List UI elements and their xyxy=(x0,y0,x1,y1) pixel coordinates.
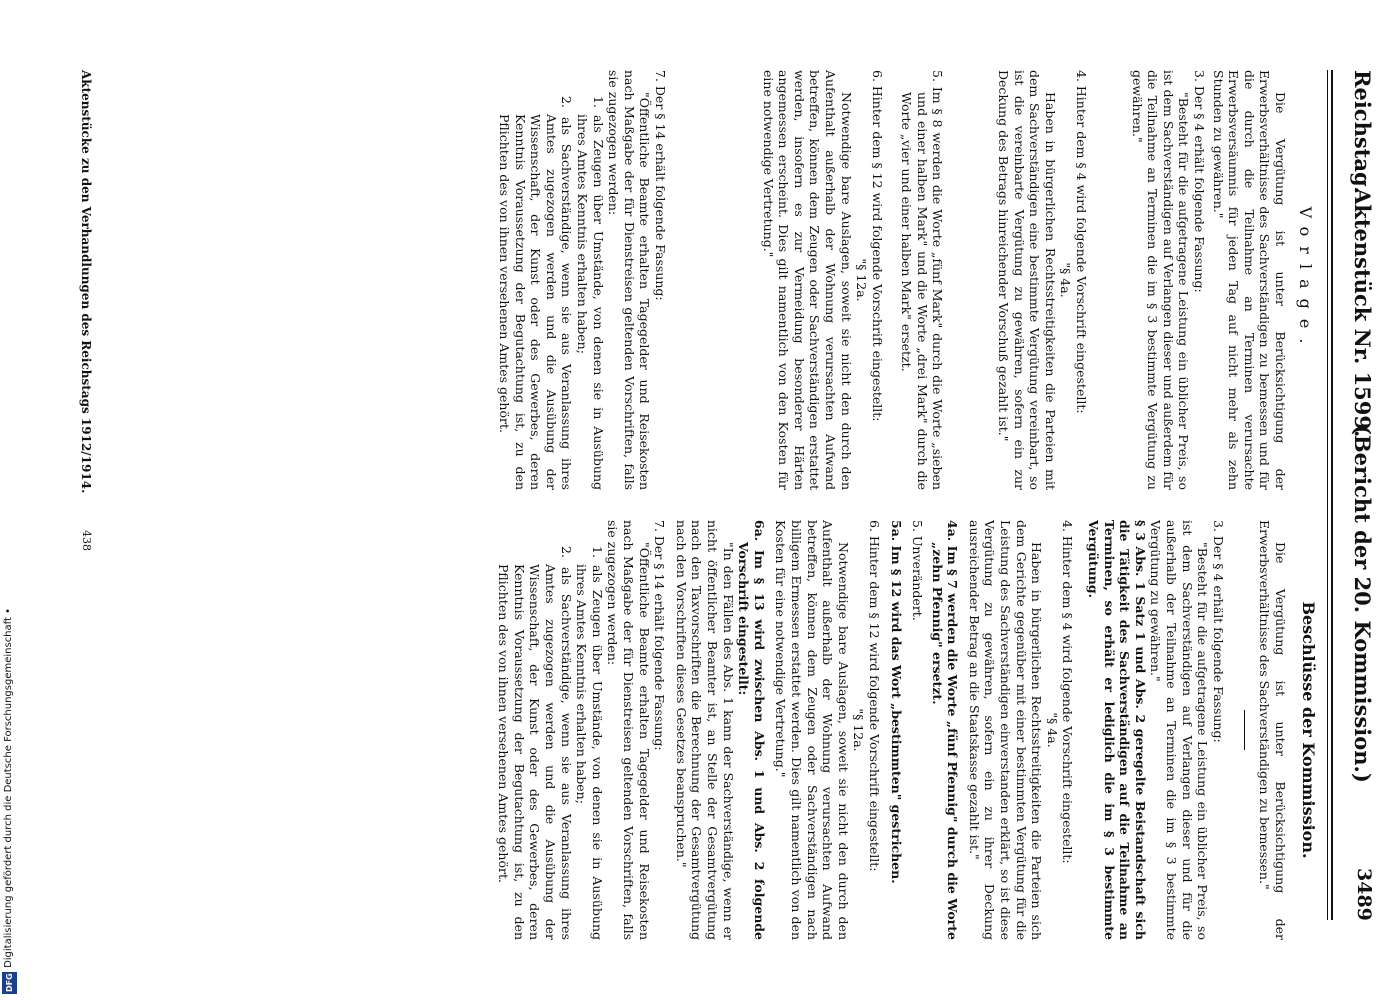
left-item6-body: Notwendige bare Auslagen, soweit sie nicht den durch den Aufenthalt außerhalb der Wohnung verursachten Aufwand betreffen, können dem Zeugen oder Sachverständigen erstattet werden, insofern es zur Vermeidung besonderer Härten angemessen erscheint. Dies gilt namentlich von den Kosten für eine notwendige Vertretung." xyxy=(760,70,854,490)
left-item7-intro: "Öffentliche Beamte erhalten Tagegelder und Reisekosten nach Maßgabe der für Dienstreisen geltenden Vorschriften, falls sie zugezogen werden: xyxy=(606,70,653,490)
header-bericht: (Bericht der 20. Kommission.) xyxy=(1350,425,1375,783)
right-item3-head: 3. Der § 4 erhält folgende Fassung: xyxy=(1210,520,1226,743)
left-footer: Aktenstücke zu den Verhandlungen des Reichstags 1912/1914. xyxy=(79,70,93,494)
right-item4a: 4a. Im § 7 werden die Worte „fünf Pfennig" durch die Worte „zehn Pfennig" ersetzt. xyxy=(929,520,961,940)
left-intro: Die Vergütung ist unter Berücksichtigung der Erwerbsverhältnisse des Sachverständigen zu bemessen und für die durch die Teilnahme an Terminen verursachte Erwerbsversäumnis für jeden Tag auf nicht mehr als zehn Stunden zu gewähren." xyxy=(1210,70,1288,490)
right-item6-body: Notwendige bare Auslagen, soweit sie nicht den durch den Aufenthalt außerhalb der Wohnung verursachten Aufwand betreffen, können dem Zeugen oder Sachverständigen nach billigem Ermessen erstattet werden. Dies gilt namentlich von den Kosten für eine notwendige Vertretung." xyxy=(773,520,851,940)
right-column xyxy=(496,520,1288,940)
right-item5a: 5a. Im § 12 wird das Wort „bestimmten" gestrichen. xyxy=(888,520,904,884)
left-item4-body: Haben in bürgerlichen Rechtsstreitigkeiten die Parteien mit dem Sachverständigen eine bestimmte Vergütung vereinbart, so ist die vereinbarte Vergütung zu gewähren, sofern ein zur Deckung des Betrags hinreichender Vorschuß gezahlt ist." xyxy=(996,70,1058,490)
right-item3-bold: § 3 Abs. 1 Satz 1 und Abs. 2 geregelte Beistandschaft sich die Tätigkeit des Sachverständigen auf die Teilnahme an Terminen, so erhält er lediglich die im § 3 bestimmte Vergütung. xyxy=(1086,520,1148,940)
left-item7-2: 2. als Sachverständige, wenn sie aus Veranlassung ihres Amtes zugezogen werden und die Ausübung der Wissenschaft, der Kunst oder des Gewerbes, deren Kenntnis Voraussetzung der Begutachtung ist, zu den Pflichten des von ihnen versehenen Amtes gehört. xyxy=(497,96,575,490)
bottom-page-number: 438 xyxy=(80,530,93,551)
left-item4-paragraph: "§ 4a. xyxy=(1058,262,1074,298)
right-item7-2: 2. als Sachverständige, wenn sie aus Veranlassung ihres Amtes zugezogen werden und die Ausübung der Wissenschaft, der Kunst oder des Gewerbes, deren Kenntnis Voraussetzung der Begutachtung ist, zu den Pflichten des von ihnen versehenen Amtes gehört. xyxy=(496,546,574,940)
right-item3-body: "Besteht für die aufgetragene Leistung ein üblicher Preis, so ist dem Sachverständigen auf Verlangen dieser und für die außerhalb der Teilnahme an Terminen die im § 3 bestimmte Vergütung zu gewähren." xyxy=(1148,520,1211,940)
left-item6-head: 6. Hinter dem § 12 wird folgende Vorschrift eingestellt: xyxy=(869,70,885,422)
left-item4-head: 4. Hinter dem § 4 wird folgende Vorschrift eingestellt: xyxy=(1074,70,1090,414)
right-item5: 5. Unverändert. xyxy=(910,520,926,621)
page-number: 3489 xyxy=(1353,868,1375,921)
header-rule-thin xyxy=(1327,70,1328,920)
dfg-side-note xyxy=(0,0,20,1000)
right-item6-head: 6. Hinter dem § 12 wird folgende Vorschrift eingestellt: xyxy=(866,520,882,872)
header-aktenstueck: Aktenstück Nr. 1599. xyxy=(1350,188,1375,438)
left-item7-head: 7. Der § 14 erhält folgende Fassung: xyxy=(652,70,668,301)
right-short-rule xyxy=(1244,710,1245,750)
right-column-title: Beschlüsse der Kommission. xyxy=(1299,601,1318,859)
left-column xyxy=(496,70,1288,490)
right-item4-body: Haben in bürgerlichen Rechtsstreitigkeiten die Parteien sich dem Gerichte gegenüber mit einer bestimmten Vergütung für die Leistung des Sachverständigen einverstanden erklärt, so ist diese Vergütung zu gewähren, sofern ein zu ihrer Deckung ausreichender Betrag an die Staatskasse gezahlt ist." xyxy=(966,520,1045,940)
left-column-title: Vorlage. xyxy=(1296,206,1315,354)
left-item3-head: 3. Der § 4 erhält folgende Fassung: xyxy=(1192,70,1208,293)
right-item7-head: 7. Der § 14 erhält folgende Fassung: xyxy=(652,520,668,751)
header-reichstag: Reichstag. xyxy=(1350,70,1375,194)
left-item6-paragraph: "§ 12a. xyxy=(854,258,870,302)
left-item3-body: "Besteht für die aufgetragene Leistung ein üblicher Preis, so ist dem Sachverständigen auf Verlangen dieser und außerdem für die Teilnahme an Terminen die im § 3 bestimmte Vergütung zu gewähren." xyxy=(1129,70,1192,490)
left-item7-1: 1. als Zeugen über Umstände, von denen sie in Ausübung ihres Amtes Kenntnis erhalten haben; xyxy=(575,96,606,490)
right-item4-head: 4. Hinter dem § 4 wird folgende Vorschrift eingestellt: xyxy=(1060,520,1076,864)
header-rule xyxy=(1331,70,1333,920)
right-intro: Die Vergütung ist unter Berücksichtigung der Erwerbsverhältnisse des Sachverständigen zu bemessen." xyxy=(1257,520,1288,940)
right-item4-paragraph: "§ 4a. xyxy=(1044,712,1060,748)
right-item6a-body: "In den Fällen des Abs. 1 kann der Sachverständige, wenn er nicht öffentlicher Beamter ist, an Stelle der Gesamtvergütung nach den Taxvorschriften die Berechnung der Gesamtvergütung nach den Vorschriften dieses Gesetzes beanspruchen." xyxy=(673,520,736,940)
right-item7-intro: "Öffentliche Beamte erhalten Tagegelder und Reisekosten nach Maßgabe der für Dienstreisen geltenden Vorschriften, falls sie zugezogen werden: xyxy=(605,520,652,940)
right-item6-paragraph: "§ 12a. xyxy=(851,708,867,752)
dfg-logo: DFG xyxy=(2,972,17,994)
dfg-note-text: Digitalisierung gefördert durch die Deutsche Forschungsgemeinschaft • xyxy=(3,608,14,968)
right-item6a-head: 6a. Im § 13 wird zwischen Abs. 1 und Abs. 2 folgende Vorschrift eingestellt: xyxy=(736,520,767,940)
left-item5: 5. Im § 8 werden die Worte „fünf Mark" durch die Worte „sieben und einer halben Mark" und die Worte „drei Mark" durch die Worte „vier und einer halben Mark" ersetzt. xyxy=(899,70,946,490)
right-item7-1: 1. als Zeugen über Umstände, von denen sie in Ausübung ihres Amtes Kenntnis erhalten haben; xyxy=(574,546,605,940)
